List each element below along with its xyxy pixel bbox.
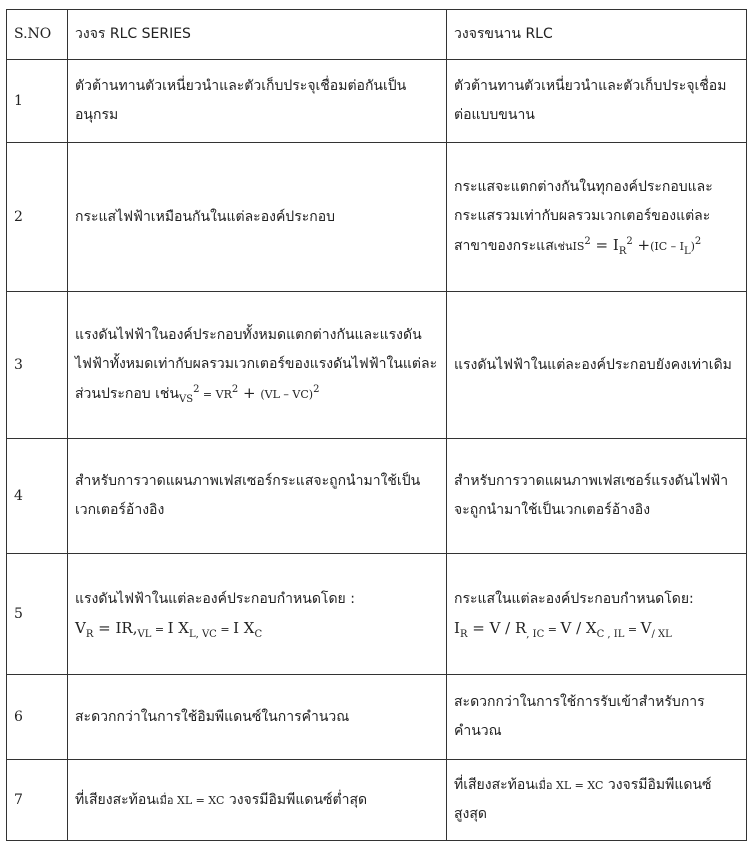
series-text: แรงดันไฟฟ้าในองค์ประกอบทั้งหมดแตกต่างกันและแรงดันไฟฟ้าทั้งหมดเท่ากับผลรวมเวกเตอร์ของแรงดันไฟฟ้าในแต่ละส่วนประกอบ เช่น [75,327,438,402]
series-text: แรงดันไฟฟ้าในแต่ละองค์ประกอบกำหนดโดย : [75,590,355,607]
parallel-cell [447,143,747,292]
table-row [7,760,747,841]
row-number: 2 [7,143,68,292]
parallel-cell: ที่เสียงสะท้อนเมื่อ XL = XC วงจรมีอิมพีแดนซ์สูงสุด [447,760,747,841]
parallel-cell: ตัวต้านทานตัวเหนี่ยวนำและตัวเก็บประจุเชื่อมต่อแบบขนาน [447,60,747,143]
table-row [7,675,747,760]
parallel-cell: สะดวกกว่าในการใช้การรับเข้าสำหรับการคำนวณ [447,675,747,760]
series-cell [68,292,447,439]
header-sno: S.NO [7,10,68,60]
series-formula: $_{VS}^2 = VR^2 + (VL - VC)^2$ [178,384,320,405]
example-word: เช่น [553,240,573,253]
comparison-table [6,9,747,841]
row-number: 6 [7,675,68,760]
parallel-formula: $IS^2 = I_R^2 +(IC - I_L)^2$ [572,236,702,257]
series-cell [68,554,447,675]
parallel-cell [447,554,747,675]
series-cell: ตัวต้านทานตัวเหนี่ยวนำและตัวเก็บประจุเชื่อมต่อกันเป็นอนุกรม [68,60,447,143]
row-number: 5 [7,554,68,675]
parallel-formula: $I_R = V / R_{, IC} = V / X_C$ $_{, IL} = V_{/ XL}$ [454,618,672,640]
parallel-cell: แรงดันไฟฟ้าในแต่ละองค์ประกอบยังคงเท่าเดิม [447,292,747,439]
series-cell: สะดวกกว่าในการใช้อิมพีแดนซ์ในการคำนวณ [68,675,447,760]
table-row [7,60,747,143]
table-row [7,292,747,439]
series-cell: สำหรับการวาดแผนภาพเฟสเซอร์กระแสจะถูกนำมาใช้เป็นเวกเตอร์อ้างอิง [68,439,447,554]
row-number: 7 [7,760,68,841]
row-number: 4 [7,439,68,554]
table-row [7,554,747,675]
table-row [7,439,747,554]
row-number: 1 [7,60,68,143]
series-cell: กระแสไฟฟ้าเหมือนกันในแต่ละองค์ประกอบ [68,143,447,292]
row-number: 3 [7,292,68,439]
table-row [7,143,747,292]
header-row [7,10,747,60]
series-formula: $V_R = IR,_{VL} = I$ $X_{L,}$ $_{VC}$ = I $X_C$ [75,618,263,640]
parallel-text: กระแสจะแตกต่างกันในทุกองค์ประกอบและกระแสรวมเท่ากับผลรวมเวกเตอร์ของแต่ละสาขาของกระแส [454,179,713,254]
parallel-text: กระแสในแต่ละองค์ประกอบกำหนดโดย: [454,590,694,607]
header-series: วงจร RLC SERIES [68,10,447,60]
parallel-cell: สำหรับการวาดแผนภาพเฟสเซอร์แรงดันไฟฟ้าจะถูกนำมาใช้เป็นเวกเตอร์อ้างอิง [447,439,747,554]
header-parallel: วงจรขนาน RLC [447,10,747,60]
series-cell: ที่เสียงสะท้อนเมื่อ XL = XC วงจรมีอิมพีแดนซ์ต่ำสุด [68,760,447,841]
